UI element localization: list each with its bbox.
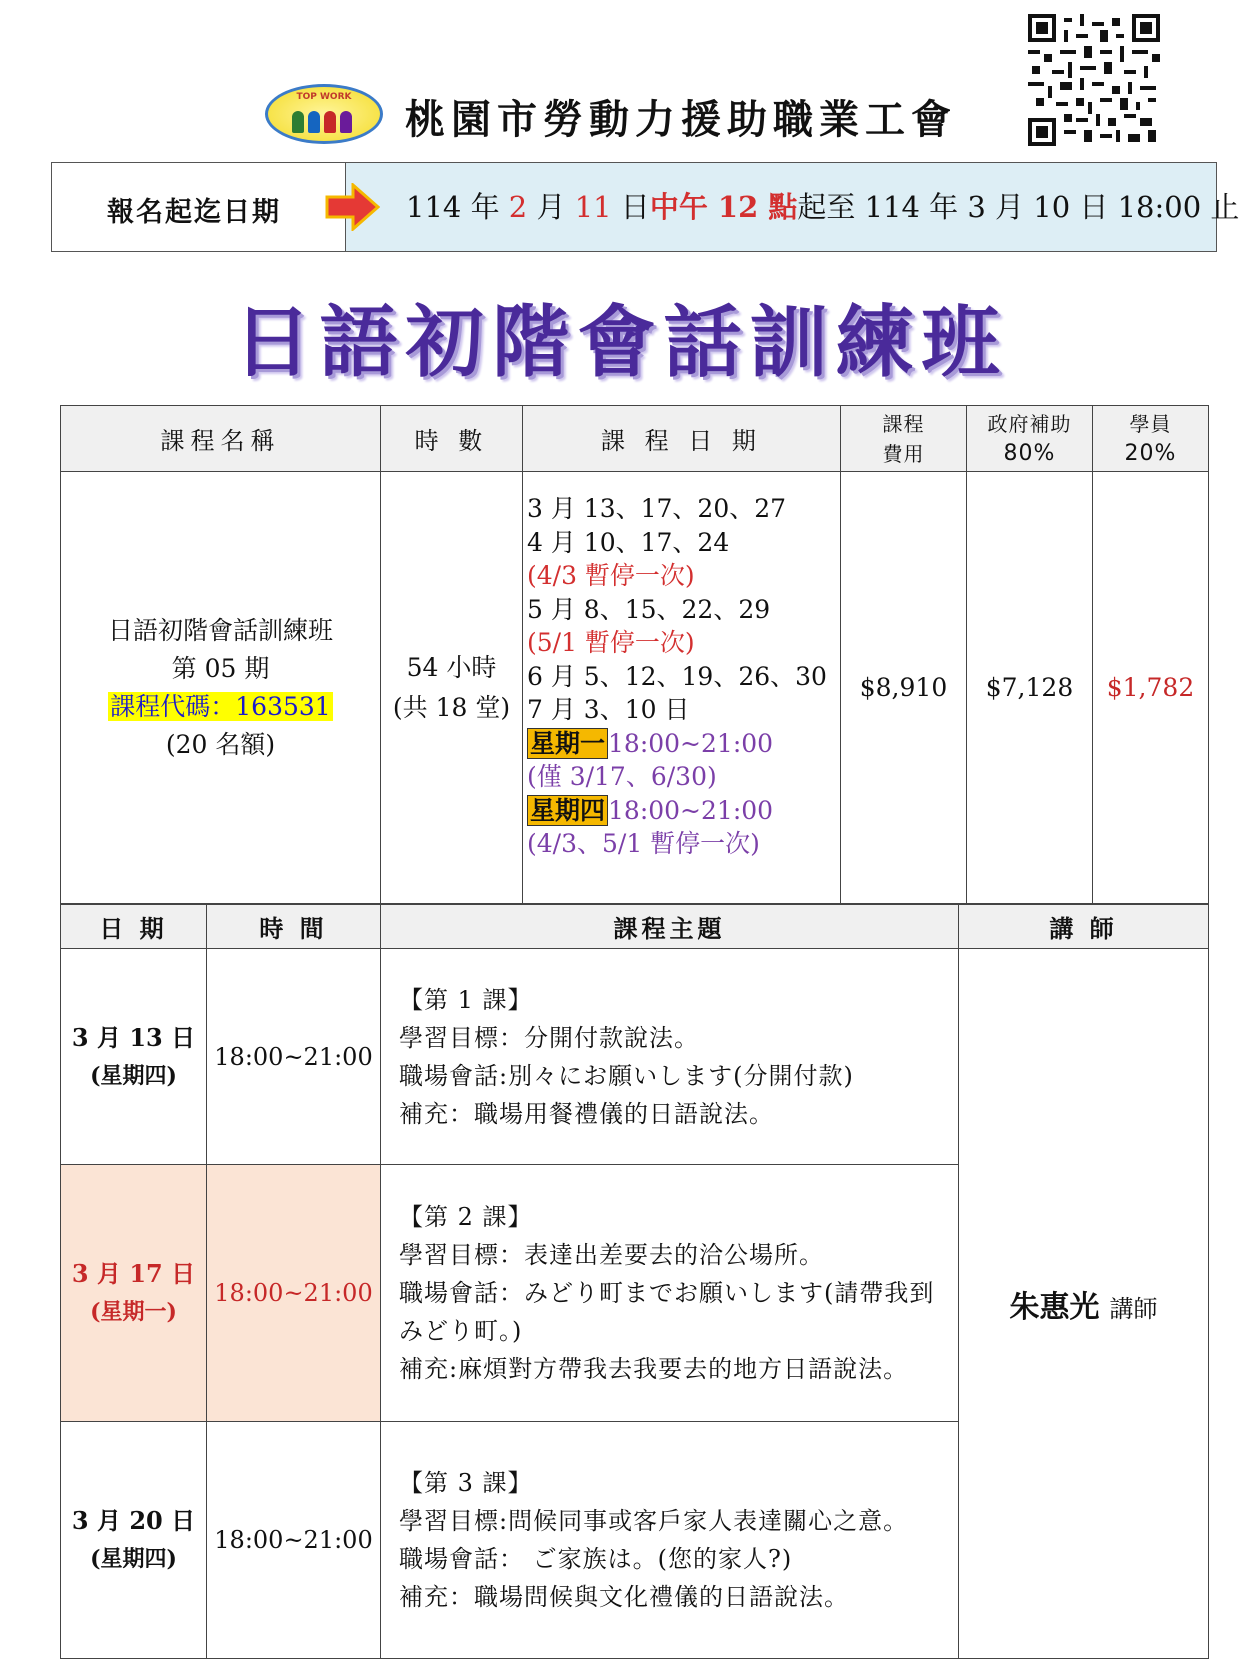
session-weekday: (星期四)	[90, 1546, 177, 1572]
schedule-header-row	[61, 905, 1209, 949]
logo-figure-icon	[340, 111, 352, 133]
header-teacher: 講 師	[959, 905, 1209, 949]
header-fee-l2: 費用	[882, 441, 925, 466]
session-date-cell	[61, 1165, 207, 1422]
header-hours: 時 數	[381, 406, 523, 472]
session-time: 18:00~21:00	[207, 1422, 381, 1659]
reg-day: 11	[574, 190, 612, 224]
dates-july: 7 月 3、10 日	[527, 695, 690, 724]
registration-bar	[51, 162, 1240, 252]
dates-april: 4 月 10、17、24	[527, 527, 730, 557]
lesson-number: 【第 3 課】	[399, 1469, 533, 1497]
lesson-number: 【第 1 課】	[399, 985, 533, 1014]
lesson-number: 【第 2 課】	[399, 1203, 533, 1231]
reg-part: 起至 114 年 3 月 10 日 18:00 止	[797, 190, 1240, 224]
lesson-cell	[381, 1422, 959, 1659]
header-gov-subsidy	[967, 406, 1093, 472]
session-time: 18:00~21:00	[207, 949, 381, 1165]
lesson-talk: 職場會話：みどり町までお願いします(請帶我到みどり町。)	[399, 1279, 935, 1345]
dates-cell	[523, 472, 841, 904]
org-name: 桃園市勞動力援助職業工會	[405, 96, 957, 143]
hours-total: 54 小時	[406, 652, 497, 682]
session-date: 3 月 20 日	[71, 1506, 196, 1535]
session-time: 18:00~21:00	[207, 1165, 381, 1422]
lesson-goal: 學習目標:問候同事或客戶家人表達關心之意。	[399, 1507, 909, 1535]
course-name-cell	[61, 472, 381, 904]
registration-label: 報名起迄日期	[107, 197, 281, 228]
lesson-cell	[381, 949, 959, 1165]
lesson-goal: 學習目標：分開付款說法。	[399, 1023, 699, 1052]
session-date: 3 月 13 日	[71, 1022, 196, 1052]
header-fee	[841, 406, 967, 472]
thursday-note: (4/3、5/1 暫停一次)	[527, 829, 760, 858]
lesson-extra: 補充：職場問候與文化禮儀的日語說法。	[399, 1583, 849, 1611]
header	[265, 78, 965, 158]
course-info-row	[61, 472, 1209, 904]
arrow-right-icon	[325, 183, 380, 231]
course-fee: $8,910	[841, 472, 967, 904]
dates-april-note: (4/3 暫停一次)	[527, 561, 695, 590]
header-student-l1: 學員	[1129, 411, 1172, 436]
schedule-table	[60, 904, 1209, 1659]
monday-note: (僅 3/17、6/30)	[527, 762, 717, 791]
logo-figure-icon	[308, 111, 320, 133]
course-code: 課程代碼：163531	[110, 691, 331, 721]
header-student-l2: 20%	[1124, 440, 1177, 466]
qr-code-icon[interactable]	[1028, 14, 1160, 146]
logo-figure-icon	[324, 111, 336, 133]
course-term: 第 05 期	[171, 653, 270, 683]
course-name: 日語初階會話訓練班	[107, 615, 333, 645]
header-gov-l2: 80%	[1003, 440, 1056, 466]
top-work-logo	[265, 84, 383, 144]
teacher-name: 朱惠光	[1009, 1289, 1100, 1325]
registration-period	[406, 185, 1239, 226]
registration-label-box	[52, 163, 346, 251]
session-date-cell	[61, 1422, 207, 1659]
logo-text: TOP WORK	[296, 92, 352, 102]
gov-subsidy-amount: $7,128	[967, 472, 1093, 904]
dates-may-note: (5/1 暫停一次)	[527, 628, 695, 657]
reg-part: 114 年	[406, 190, 509, 224]
reg-noon: 中午 12 點	[649, 190, 798, 224]
header-fee-l1: 課程	[882, 411, 925, 436]
header-topic: 課程主題	[381, 905, 959, 949]
course-info-table	[60, 405, 1209, 904]
lesson-cell	[381, 1165, 959, 1422]
monday-time: 18:00~21:00	[608, 728, 774, 758]
dates-june: 6 月 5、12、19、26、30	[527, 661, 827, 691]
reg-part: 日	[611, 190, 650, 224]
student-share-amount: $1,782	[1093, 472, 1209, 904]
course-quota: (20 名額)	[165, 729, 276, 759]
header-course-name: 課程名稱	[61, 406, 381, 472]
session-date-cell	[61, 949, 207, 1165]
lesson-extra: 補充：職場用餐禮儀的日語說法。	[399, 1099, 774, 1128]
monday-tag: 星期一	[527, 728, 608, 759]
registration-period-box	[346, 163, 1240, 251]
table-row	[61, 949, 1209, 1165]
session-weekday: (星期一)	[90, 1299, 177, 1325]
course-info-header-row	[61, 406, 1209, 472]
lesson-extra: 補充:麻煩對方帶我去我要去的地方日語說法。	[399, 1355, 909, 1383]
header-gov-l1: 政府補助	[987, 411, 1072, 436]
hours-cell	[381, 472, 523, 904]
session-weekday: (星期四)	[90, 1062, 177, 1089]
dates-may: 5 月 8、15、22、29	[527, 594, 771, 624]
header-date: 日 期	[61, 905, 207, 949]
thursday-time: 18:00~21:00	[608, 795, 774, 825]
teacher-cell	[959, 949, 1209, 1659]
dates-march: 3 月 13、17、20、27	[527, 494, 787, 523]
header-dates: 課 程 日 期	[523, 406, 841, 472]
reg-part: 月	[527, 190, 575, 224]
lesson-goal: 學習目標：表達出差要去的洽公場所。	[399, 1241, 824, 1269]
thursday-tag: 星期四	[527, 795, 608, 826]
session-date: 3 月 17 日	[71, 1259, 196, 1288]
hours-sessions: (共 18 堂)	[392, 692, 511, 722]
header-student-share	[1093, 406, 1209, 472]
reg-month: 2	[508, 190, 528, 224]
logo-figure-icon	[292, 111, 304, 133]
header-time: 時 間	[207, 905, 381, 949]
teacher-title: 講師	[1109, 1294, 1158, 1323]
lesson-talk: 職場會話： ご家族は。(您的家人?)	[399, 1545, 793, 1573]
page-title: 日語初階會話訓練班	[233, 298, 1008, 388]
lesson-talk: 職場會話:別々にお願いします(分開付款)	[399, 1061, 854, 1090]
